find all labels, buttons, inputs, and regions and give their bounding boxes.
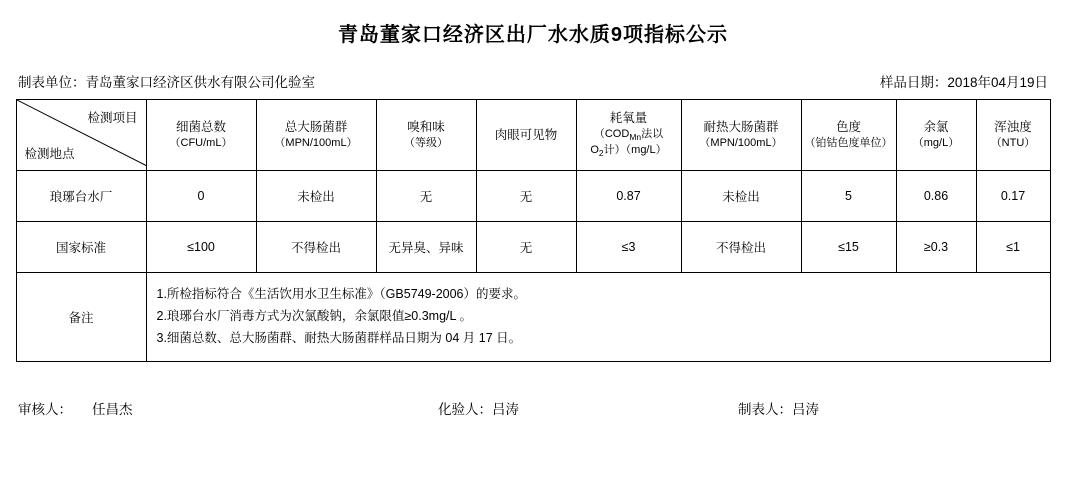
cell-value: 未检出: [256, 171, 376, 222]
corner-header-cell: [16, 100, 146, 171]
row-label-national-standard: 国家标准: [16, 222, 146, 273]
signature-row: [0, 362, 1066, 418]
column-header-turbidity: [976, 100, 1050, 171]
cell-value: ≤100: [146, 222, 256, 273]
cell-value: ≤3: [576, 222, 681, 273]
column-header-thermotolerant-coliform: [681, 100, 801, 171]
maker-name: 吕涛: [792, 402, 819, 417]
cell-value: 0.86: [896, 171, 976, 222]
tester-name: 吕涛: [492, 402, 519, 417]
column-header-oxygen-consumption: [576, 100, 681, 171]
column-unit: （mg/L）: [912, 137, 960, 150]
cell-value: 0: [146, 171, 256, 222]
cell-value: 无: [476, 222, 576, 273]
cell-value: 不得检出: [681, 222, 801, 273]
page-title: 青岛董家口经济区出厂水水质9项指标公示: [337, 24, 729, 46]
cell-value: 无: [376, 171, 476, 222]
cell-value: 5: [801, 171, 896, 222]
column-header-odor-taste: [376, 100, 476, 171]
column-name: 色度: [835, 120, 861, 135]
column-header-total-coliform: [256, 100, 376, 171]
tester-block: [438, 398, 738, 418]
tester-label: 化验人：: [438, 402, 492, 417]
row-label-plant: 琅琊台水厂: [16, 171, 146, 222]
column-name: 肉眼可见物: [494, 127, 558, 142]
water-quality-table: [16, 99, 1051, 362]
corner-top-label: 检测项目: [87, 111, 138, 125]
column-header-residual-chlorine: [896, 100, 976, 171]
remark-line: 1.所检指标符合《生活饮用水卫生标准》（GB5749-2006）的要求。: [156, 287, 527, 302]
table-row: [16, 222, 1050, 273]
remark-line: 2.琅琊台水厂消毒方式为次氯酸钠，余氯限值≥0.3mg/L 。: [156, 309, 472, 324]
remark-body: [146, 273, 1050, 362]
table-row: [16, 171, 1050, 222]
column-unit: （等级）: [404, 137, 448, 150]
auditor-name: 任昌杰: [92, 402, 133, 417]
remark-row: [16, 273, 1050, 362]
column-unit: （MPN/100mL）: [274, 137, 358, 150]
remark-line: 3.细菌总数、总大肠菌群、耐热大肠菌群样品日期为 04 月 17 日。: [156, 330, 522, 345]
maker-unit-label: 制表单位：青岛董家口经济区供水有限公司化验室: [18, 75, 315, 90]
auditor-label: 审核人：: [18, 402, 72, 417]
maker-label: 制表人：: [738, 402, 792, 417]
column-name: 细菌总数: [175, 120, 226, 135]
column-name: 嗅和味: [407, 120, 445, 135]
column-name: 余氯: [923, 120, 949, 135]
cell-value: 0.87: [576, 171, 681, 222]
remark-label: 备注: [16, 273, 146, 362]
cell-value: 无异臭、异味: [376, 222, 476, 273]
column-header-visible-matter: [476, 100, 576, 171]
column-unit: （CFU/mL）: [169, 137, 233, 150]
column-header-chroma: [801, 100, 896, 171]
cell-value: 0.17: [976, 171, 1050, 222]
cell-value: 无: [476, 171, 576, 222]
column-name: 耐热大肠菌群: [703, 120, 779, 135]
cell-value: ≤1: [976, 222, 1050, 273]
cell-value: 未检出: [681, 171, 801, 222]
sample-date-label: 样品日期：2018年04月19日: [879, 75, 1048, 90]
column-unit: （铂钴色度单位）: [804, 137, 893, 150]
column-name: 浑浊度: [994, 120, 1032, 135]
column-name: 总大肠菌群: [284, 120, 348, 135]
cell-value: ≥0.3: [896, 222, 976, 273]
corner-bottom-label: 检测地点: [24, 147, 75, 161]
cell-value: 不得检出: [256, 222, 376, 273]
table-header-row: [16, 100, 1050, 171]
column-header-bacteria-count: [146, 100, 256, 171]
column-unit: （NTU）: [990, 137, 1036, 150]
column-unit: （MPN/100mL）: [699, 137, 783, 150]
maker-block: [738, 398, 1048, 418]
auditor-block: [18, 398, 438, 418]
column-name: 耗氧量: [609, 110, 648, 125]
cell-value: ≤15: [801, 222, 896, 273]
meta-row: [0, 49, 1066, 99]
column-unit-cod: （$COD_{Mn}$法以 $O_2$计）（mg/L）: [590, 127, 667, 159]
